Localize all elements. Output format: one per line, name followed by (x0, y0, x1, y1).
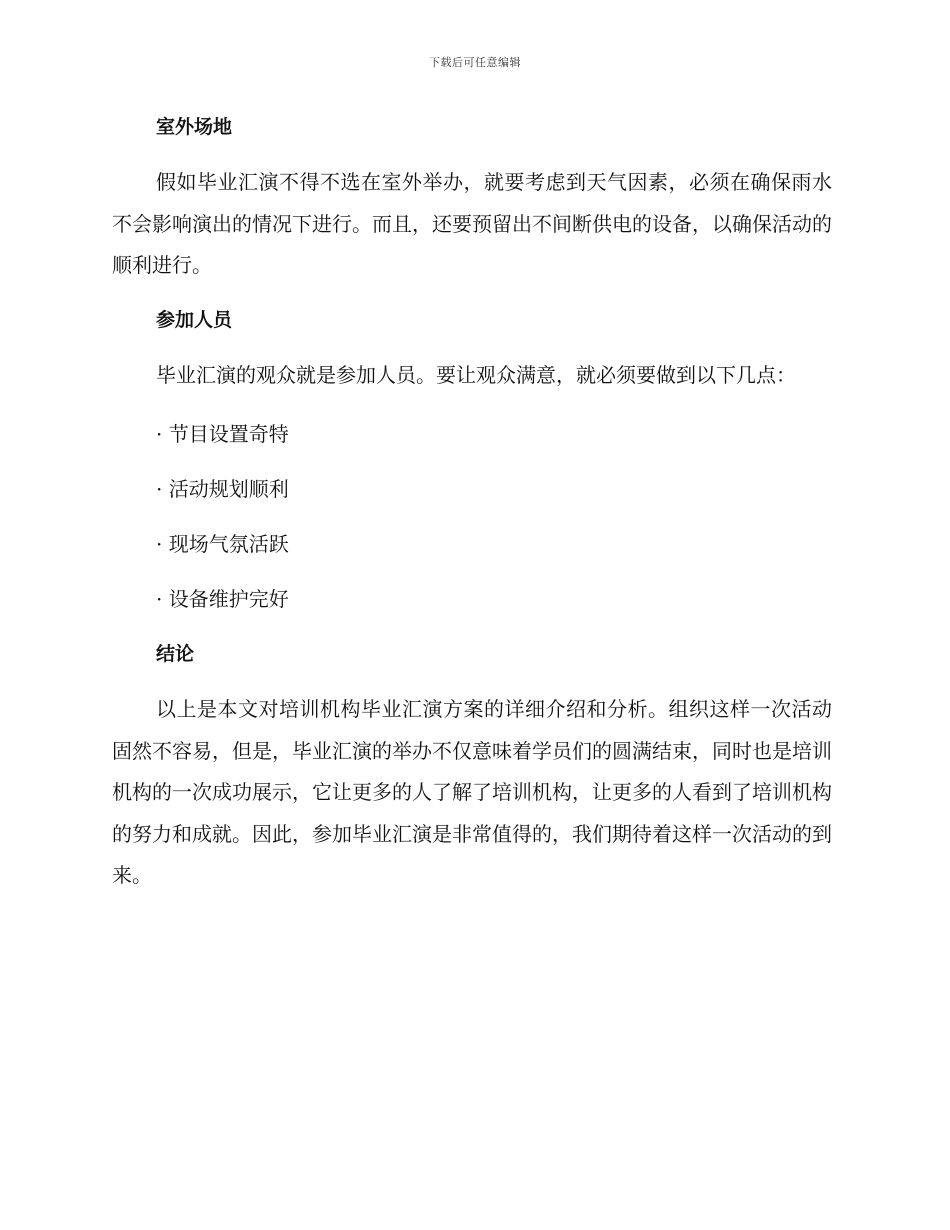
header-note: 下载后可任意编辑 (429, 56, 521, 69)
bullet-item: · 现场气氛活跃 (156, 532, 289, 556)
bullet-item: · 活动规划顺利 (156, 477, 289, 501)
section-paragraph-participants: 毕业汇演的观众就是参加人员。要让观众满意，就必须要做到以下几点： (156, 362, 796, 387)
section-heading-outdoor-venue: 室外场地 (156, 116, 233, 138)
section-paragraph-outdoor-venue: 假如毕业汇演不得不选在室外举办，就要考虑到天气因素，必须在确保雨水不会影响演出的情况下进行。而且，还要预留出不间断供电的设备，以确保活动的顺利进行。 (112, 170, 832, 277)
bullet-item: · 节目设置奇特 (156, 422, 289, 446)
bullet-item: · 设备维护完好 (156, 587, 289, 611)
section-heading-conclusion: 结论 (156, 643, 195, 665)
document-content (112, 110, 832, 897)
section-paragraph-conclusion: 以上是本文对培训机构毕业汇演方案的详细介绍和分析。组织这样一次活动固然不容易，但是，毕业汇演的举办不仅意味着学员们的圆满结束，同时也是培训机构的一次成功展示，它让更多的人了解了培训机构，让更多的人看到了培训机构的努力和成就。因此，参加毕业汇演是非常值得的，我们期待着这样一次活动的到来。 (112, 697, 832, 887)
section-heading-participants: 参加人员 (156, 308, 233, 331)
